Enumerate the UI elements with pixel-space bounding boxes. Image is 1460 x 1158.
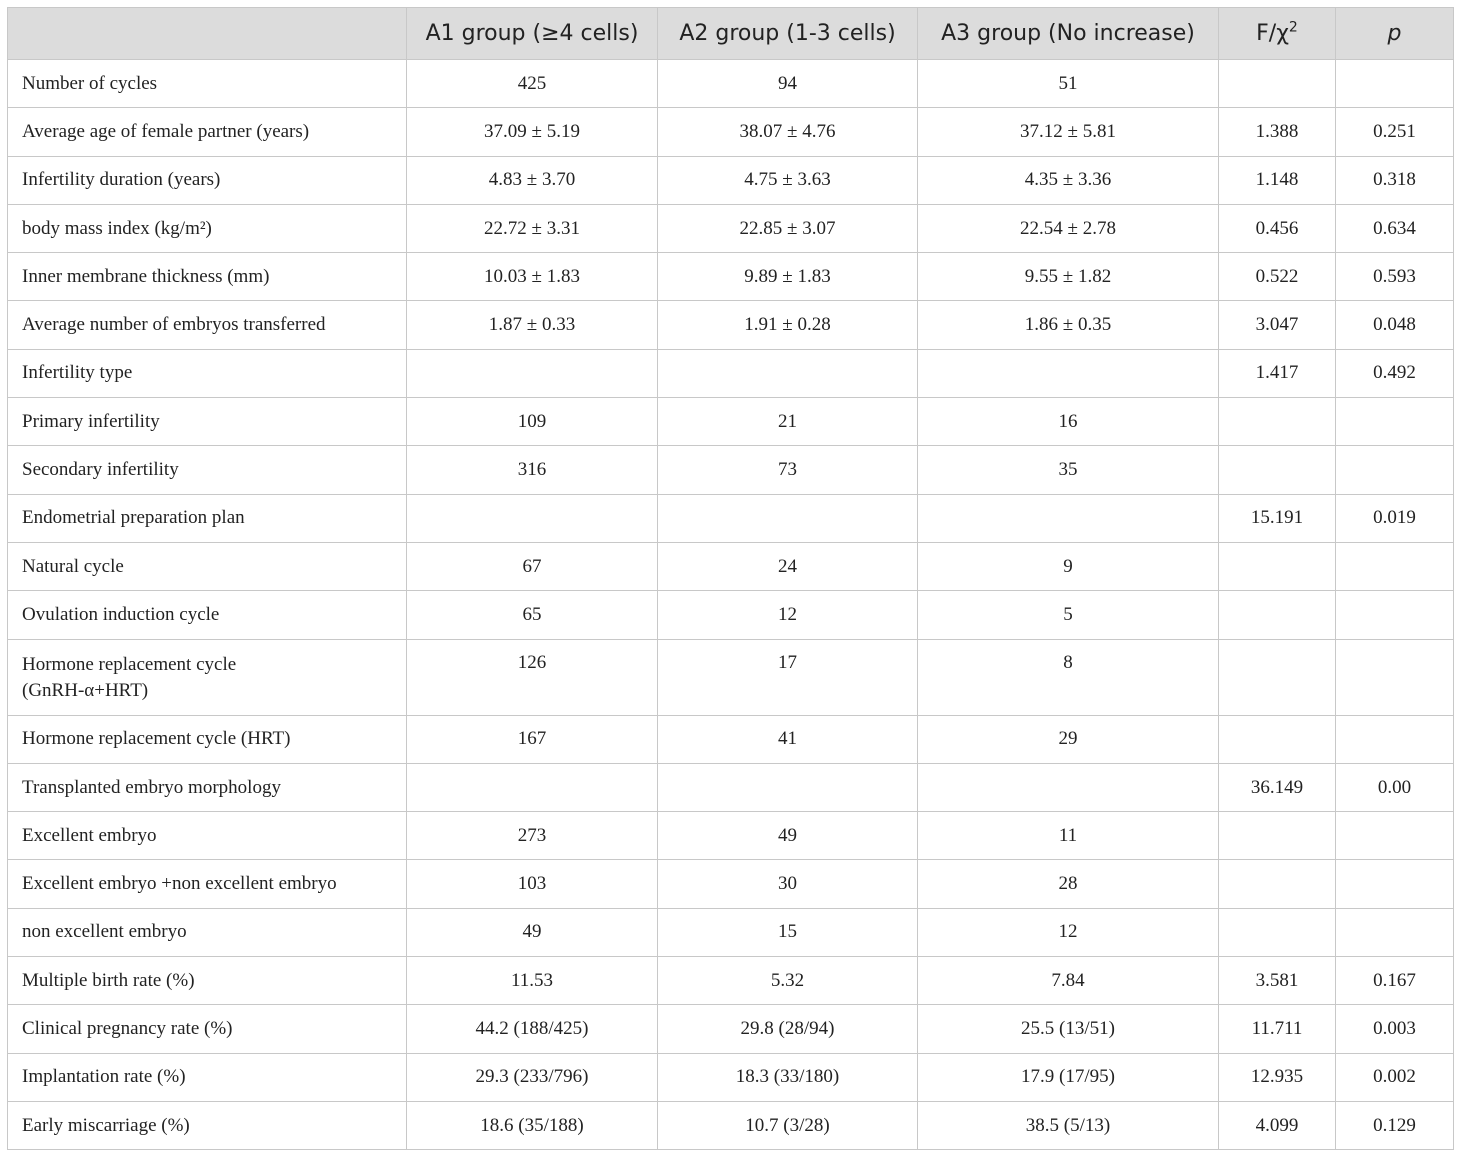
table-cell-a2-group xyxy=(658,591,918,639)
cell-text: 0.593 xyxy=(1373,265,1416,287)
cell-text: 15.191 xyxy=(1250,507,1304,529)
cell-text: 0.019 xyxy=(1373,507,1416,529)
table-cell-statistic xyxy=(1219,1053,1336,1101)
cell-text: Infertility duration (years) xyxy=(22,169,221,191)
table-cell-a1-group xyxy=(407,301,658,349)
cell-text: 5 xyxy=(1063,603,1073,625)
cell-text: 49 xyxy=(778,824,797,846)
table-cell-statistic xyxy=(1219,494,1336,542)
table-cell-p-value xyxy=(1336,860,1454,908)
cell-text: 4.35 ± 3.36 xyxy=(1024,169,1112,191)
cell-text: 1.91 ± 0.28 xyxy=(744,314,831,336)
cell-text: Secondary infertility xyxy=(22,459,179,481)
table-cell-p-value xyxy=(1336,253,1454,301)
cell-text: 126 xyxy=(517,651,547,673)
table-cell-a1-group xyxy=(407,860,658,908)
cell-text: 30 xyxy=(778,873,797,895)
table-row xyxy=(8,1053,1454,1101)
table-cell-a3-group xyxy=(918,908,1219,956)
table-cell-p-value xyxy=(1336,60,1454,108)
cell-text: 1.417 xyxy=(1255,362,1299,384)
cell-text: Hormone replacement cycle xyxy=(22,653,237,675)
cell-text: 1.148 xyxy=(1255,169,1299,191)
table-cell-a2-group xyxy=(658,542,918,590)
cell-text: 11.53 xyxy=(510,969,554,991)
table-cell-p-value xyxy=(1336,204,1454,252)
table-cell-a1-group xyxy=(407,908,658,956)
cell-text: 9 xyxy=(1063,555,1073,577)
cell-text: 24 xyxy=(778,555,797,577)
table-cell-statistic xyxy=(1219,204,1336,252)
table-row xyxy=(8,156,1454,204)
table-cell-a2-group xyxy=(658,715,918,763)
table-row xyxy=(8,349,1454,397)
table-row xyxy=(8,763,1454,811)
cell-text: 9.89 ± 1.83 xyxy=(744,265,831,287)
cell-text: 0.318 xyxy=(1373,169,1416,191)
cell-text: 29.8 (28/94) xyxy=(740,1017,835,1039)
table-cell-a1-group xyxy=(407,108,658,156)
cell-text: Clinical pregnancy rate (%) xyxy=(22,1017,233,1039)
cell-text: Ovulation induction cycle xyxy=(22,603,220,625)
table-cell-label xyxy=(8,908,407,956)
table-cell-p-value xyxy=(1336,446,1454,494)
table-cell-statistic xyxy=(1219,715,1336,763)
table-cell-a2-group xyxy=(658,156,918,204)
table-cell-label xyxy=(8,398,407,446)
table-cell-a2-group xyxy=(658,108,918,156)
cell-text: 9.55 ± 1.82 xyxy=(1024,265,1112,287)
table-row xyxy=(8,108,1454,156)
cell-text: 67 xyxy=(522,555,542,577)
table-cell-a1-group xyxy=(407,1101,658,1149)
table-cell-a2-group xyxy=(658,957,918,1005)
cell-text: 36.149 xyxy=(1250,776,1304,798)
table-cell-p-value xyxy=(1336,301,1454,349)
cell-text: 0.492 xyxy=(1373,362,1416,384)
table-cell-label xyxy=(8,1005,407,1053)
cell-text: 0.167 xyxy=(1373,969,1416,991)
header-cell-a2-group: A2 group (1-3 cells) xyxy=(658,8,918,60)
cell-text: 15 xyxy=(778,921,797,943)
table-row xyxy=(8,812,1454,860)
table-cell-a3-group xyxy=(918,301,1219,349)
table-cell-p-value xyxy=(1336,494,1454,542)
cell-text: Number of cycles xyxy=(22,72,158,94)
header-cell-p-value: p xyxy=(1336,8,1454,60)
cell-text: Excellent embryo xyxy=(22,824,157,846)
comparison-table xyxy=(7,7,1454,1150)
table-cell-label xyxy=(8,763,407,811)
table-body xyxy=(8,60,1454,1150)
cell-text: Natural cycle xyxy=(22,555,124,577)
cell-text: 22.72 ± 3.31 xyxy=(484,217,580,239)
cell-text: 17 xyxy=(778,651,797,673)
table-cell-a3-group xyxy=(918,860,1219,908)
table-cell-a3-group xyxy=(918,60,1219,108)
table-cell-statistic xyxy=(1219,446,1336,494)
cell-text: 49 xyxy=(522,921,542,943)
cell-text: 17.9 (17/95) xyxy=(1021,1066,1115,1088)
table-cell-label xyxy=(8,860,407,908)
table-row xyxy=(8,204,1454,252)
table-cell-a3-group xyxy=(918,494,1219,542)
cell-text: Early miscarriage (%) xyxy=(22,1114,190,1136)
table-cell-a2-group xyxy=(658,204,918,252)
table-cell-a2-group xyxy=(658,1101,918,1149)
cell-text: 44.2 (188/425) xyxy=(475,1017,589,1039)
table-cell-a2-group xyxy=(658,860,918,908)
statistic-label: F/χ xyxy=(1256,21,1289,46)
header-row xyxy=(8,8,1454,60)
table-cell-a2-group xyxy=(658,398,918,446)
table-cell-statistic xyxy=(1219,908,1336,956)
cell-text: 37.12 ± 5.81 xyxy=(1020,120,1116,142)
table-cell-a2-group xyxy=(658,1005,918,1053)
cell-text: 51 xyxy=(1058,72,1078,94)
table-cell-a3-group xyxy=(918,763,1219,811)
cell-text: Inner membrane thickness (mm) xyxy=(22,265,270,287)
cell-text: 12.935 xyxy=(1250,1066,1304,1088)
cell-text: 35 xyxy=(1058,459,1078,481)
table-cell-a1-group xyxy=(407,204,658,252)
data-table-container xyxy=(7,7,1453,1150)
table-row xyxy=(8,60,1454,108)
table-cell-a3-group xyxy=(918,715,1219,763)
table-cell-p-value xyxy=(1336,542,1454,590)
cell-text: 22.85 ± 3.07 xyxy=(739,217,836,239)
table-cell-a2-group xyxy=(658,446,918,494)
table-row xyxy=(8,253,1454,301)
table-cell-label xyxy=(8,253,407,301)
table-cell-statistic xyxy=(1219,639,1336,715)
cell-text: Transplanted embryo morphology xyxy=(22,776,281,798)
cell-text: 316 xyxy=(517,459,547,481)
table-cell-label xyxy=(8,108,407,156)
table-cell-a3-group xyxy=(918,1005,1219,1053)
table-row xyxy=(8,1101,1454,1149)
table-cell-p-value xyxy=(1336,1101,1454,1149)
cell-text: 16 xyxy=(1058,410,1078,432)
table-cell-statistic xyxy=(1219,860,1336,908)
cell-text: 425 xyxy=(517,72,547,94)
table-cell-label xyxy=(8,60,407,108)
table-cell-statistic xyxy=(1219,1005,1336,1053)
cell-text: 1.86 ± 0.35 xyxy=(1024,314,1112,336)
cell-text: 167 xyxy=(517,728,547,750)
table-cell-a2-group xyxy=(658,349,918,397)
table-cell-a2-group xyxy=(658,494,918,542)
table-cell-label xyxy=(8,542,407,590)
table-cell-a1-group xyxy=(407,763,658,811)
table-cell-a3-group xyxy=(918,639,1219,715)
table-cell-p-value xyxy=(1336,957,1454,1005)
table-cell-label xyxy=(8,1053,407,1101)
table-cell-statistic xyxy=(1219,1101,1336,1149)
cell-text: 3.047 xyxy=(1255,314,1299,336)
cell-text: 1.388 xyxy=(1255,120,1299,142)
table-cell-statistic xyxy=(1219,542,1336,590)
table-row xyxy=(8,908,1454,956)
table-cell-a1-group xyxy=(407,542,658,590)
cell-text: Multiple birth rate (%) xyxy=(22,969,195,991)
table-cell-statistic xyxy=(1219,591,1336,639)
table-cell-a3-group xyxy=(918,957,1219,1005)
table-cell-label xyxy=(8,494,407,542)
table-row xyxy=(8,301,1454,349)
table-cell-a2-group xyxy=(658,639,918,715)
table-cell-a1-group xyxy=(407,1005,658,1053)
table-cell-label xyxy=(8,446,407,494)
table-cell-a1-group xyxy=(407,591,658,639)
cell-text: 0.251 xyxy=(1373,120,1416,142)
cell-text: Endometrial preparation plan xyxy=(22,507,245,529)
cell-text: 0.634 xyxy=(1373,217,1416,239)
table-cell-label xyxy=(8,715,407,763)
cell-text: 1.87 ± 0.33 xyxy=(488,314,576,336)
table-cell-a1-group xyxy=(407,156,658,204)
table-cell-a3-group xyxy=(918,204,1219,252)
cell-text: 5.32 xyxy=(770,969,805,991)
cell-text: Average age of female partner (years) xyxy=(22,120,310,142)
cell-text: Excellent embryo +non excellent embryo xyxy=(22,873,337,895)
header-cell-variable xyxy=(8,8,407,60)
table-cell-a3-group xyxy=(918,1101,1219,1149)
table-cell-a3-group xyxy=(918,156,1219,204)
table-cell-p-value xyxy=(1336,398,1454,446)
cell-text: 12 xyxy=(778,603,797,625)
table-row xyxy=(8,591,1454,639)
cell-text: 28 xyxy=(1058,873,1078,895)
table-cell-statistic xyxy=(1219,398,1336,446)
table-row xyxy=(8,446,1454,494)
table-cell-p-value xyxy=(1336,763,1454,811)
table-row xyxy=(8,1005,1454,1053)
table-cell-statistic xyxy=(1219,301,1336,349)
table-cell-a3-group xyxy=(918,591,1219,639)
table-cell-a1-group xyxy=(407,1053,658,1101)
table-cell-a3-group xyxy=(918,253,1219,301)
cell-text: 0.048 xyxy=(1373,314,1416,336)
table-cell-a3-group xyxy=(918,542,1219,590)
table-cell-a1-group xyxy=(407,446,658,494)
cell-text: non excellent embryo xyxy=(22,921,187,943)
table-row xyxy=(8,494,1454,542)
table-cell-a3-group xyxy=(918,108,1219,156)
cell-text: 0.456 xyxy=(1255,217,1299,239)
cell-text: 10.03 ± 1.83 xyxy=(484,265,580,287)
table-cell-a1-group xyxy=(407,639,658,715)
cell-text: 29.3 (233/796) xyxy=(475,1066,589,1088)
cell-text: 7.84 xyxy=(1051,969,1085,991)
table-cell-p-value xyxy=(1336,1005,1454,1053)
table-row xyxy=(8,715,1454,763)
cell-text: 3.581 xyxy=(1255,969,1299,991)
cell-text: 41 xyxy=(778,728,797,750)
table-cell-statistic xyxy=(1219,812,1336,860)
table-row xyxy=(8,398,1454,446)
table-cell-label xyxy=(8,639,407,715)
cell-text: 11.711 xyxy=(1251,1017,1303,1039)
cell-text: 273 xyxy=(517,824,547,846)
table-cell-label xyxy=(8,349,407,397)
cell-text: 4.099 xyxy=(1255,1114,1299,1136)
table-cell-statistic xyxy=(1219,957,1336,1005)
table-cell-a2-group xyxy=(658,812,918,860)
cell-text: 21 xyxy=(778,410,797,432)
cell-text: Primary infertility xyxy=(22,410,160,432)
table-cell-a1-group xyxy=(407,398,658,446)
table-cell-statistic xyxy=(1219,349,1336,397)
table-cell-a3-group xyxy=(918,349,1219,397)
cell-text: 0.00 xyxy=(1377,776,1412,798)
cell-text: 29 xyxy=(1058,728,1078,750)
table-cell-label xyxy=(8,1101,407,1149)
table-row xyxy=(8,639,1454,715)
table-row xyxy=(8,860,1454,908)
table-cell-p-value xyxy=(1336,812,1454,860)
cell-text: body mass index (kg/m²) xyxy=(22,217,212,239)
cell-text: 8 xyxy=(1063,651,1073,673)
table-cell-a2-group xyxy=(658,908,918,956)
table-cell-a1-group xyxy=(407,349,658,397)
cell-text: 0.003 xyxy=(1373,1017,1416,1039)
table-cell-label xyxy=(8,591,407,639)
cell-text: Hormone replacement cycle (HRT) xyxy=(22,728,291,750)
table-cell-statistic xyxy=(1219,156,1336,204)
table-cell-a3-group xyxy=(918,1053,1219,1101)
table-cell-p-value xyxy=(1336,639,1454,715)
cell-text: 18.3 (33/180) xyxy=(735,1066,840,1088)
cell-text: 4.83 ± 3.70 xyxy=(488,169,576,191)
table-cell-p-value xyxy=(1336,1053,1454,1101)
cell-text: Implantation rate (%) xyxy=(22,1066,186,1088)
cell-text-line2: (GnRH-α+HRT) xyxy=(22,679,149,701)
cell-text: 109 xyxy=(517,410,547,432)
table-cell-a3-group xyxy=(918,446,1219,494)
table-cell-a2-group xyxy=(658,253,918,301)
table-cell-p-value xyxy=(1336,156,1454,204)
table-cell-statistic xyxy=(1219,253,1336,301)
cell-text: 103 xyxy=(517,873,547,895)
table-cell-a1-group xyxy=(407,494,658,542)
table-cell-p-value xyxy=(1336,908,1454,956)
cell-text: 22.54 ± 2.78 xyxy=(1020,217,1116,239)
cell-text: 0.522 xyxy=(1255,265,1299,287)
header-cell-statistic xyxy=(1219,8,1336,60)
table-cell-label xyxy=(8,156,407,204)
cell-text: 0.129 xyxy=(1373,1114,1416,1136)
cell-text: Average number of embryos transferred xyxy=(22,314,326,336)
table-cell-label xyxy=(8,204,407,252)
table-cell-statistic xyxy=(1219,763,1336,811)
cell-text: Infertility type xyxy=(22,362,133,384)
statistic-superscript: 2 xyxy=(1288,19,1298,36)
table-cell-statistic xyxy=(1219,60,1336,108)
cell-text: 18.6 (35/188) xyxy=(480,1114,584,1136)
table-cell-a3-group xyxy=(918,398,1219,446)
table-cell-p-value xyxy=(1336,349,1454,397)
table-cell-p-value xyxy=(1336,715,1454,763)
cell-text: 12 xyxy=(1058,921,1078,943)
table-cell-p-value xyxy=(1336,108,1454,156)
table-cell-a2-group xyxy=(658,60,918,108)
cell-text: 65 xyxy=(522,603,542,625)
table-cell-a1-group xyxy=(407,715,658,763)
table-cell-a2-group xyxy=(658,763,918,811)
table-row xyxy=(8,957,1454,1005)
table-cell-a1-group xyxy=(407,253,658,301)
cell-text: 25.5 (13/51) xyxy=(1021,1017,1115,1039)
cell-text: 37.09 ± 5.19 xyxy=(484,120,580,142)
header-cell-a3-group: A3 group (No increase) xyxy=(918,8,1219,60)
cell-text: 4.75 ± 3.63 xyxy=(744,169,831,191)
table-cell-a2-group xyxy=(658,301,918,349)
cell-text: 0.002 xyxy=(1373,1066,1416,1088)
table-cell-p-value xyxy=(1336,591,1454,639)
table-cell-label xyxy=(8,301,407,349)
cell-text: 94 xyxy=(778,72,797,94)
cell-text: 38.07 ± 4.76 xyxy=(739,120,836,142)
table-cell-a3-group xyxy=(918,812,1219,860)
cell-text: 38.5 (5/13) xyxy=(1025,1114,1111,1136)
table-cell-a1-group xyxy=(407,812,658,860)
table-cell-a1-group xyxy=(407,60,658,108)
cell-text: 11 xyxy=(1058,824,1078,846)
table-cell-statistic xyxy=(1219,108,1336,156)
header-cell-a1-group: A1 group (≥4 cells) xyxy=(407,8,658,60)
cell-text: 10.7 (3/28) xyxy=(745,1114,830,1136)
cell-text: 73 xyxy=(778,459,797,481)
table-row xyxy=(8,542,1454,590)
table-cell-label xyxy=(8,957,407,1005)
table-cell-label xyxy=(8,812,407,860)
table-cell-a1-group xyxy=(407,957,658,1005)
table-cell-a2-group xyxy=(658,1053,918,1101)
